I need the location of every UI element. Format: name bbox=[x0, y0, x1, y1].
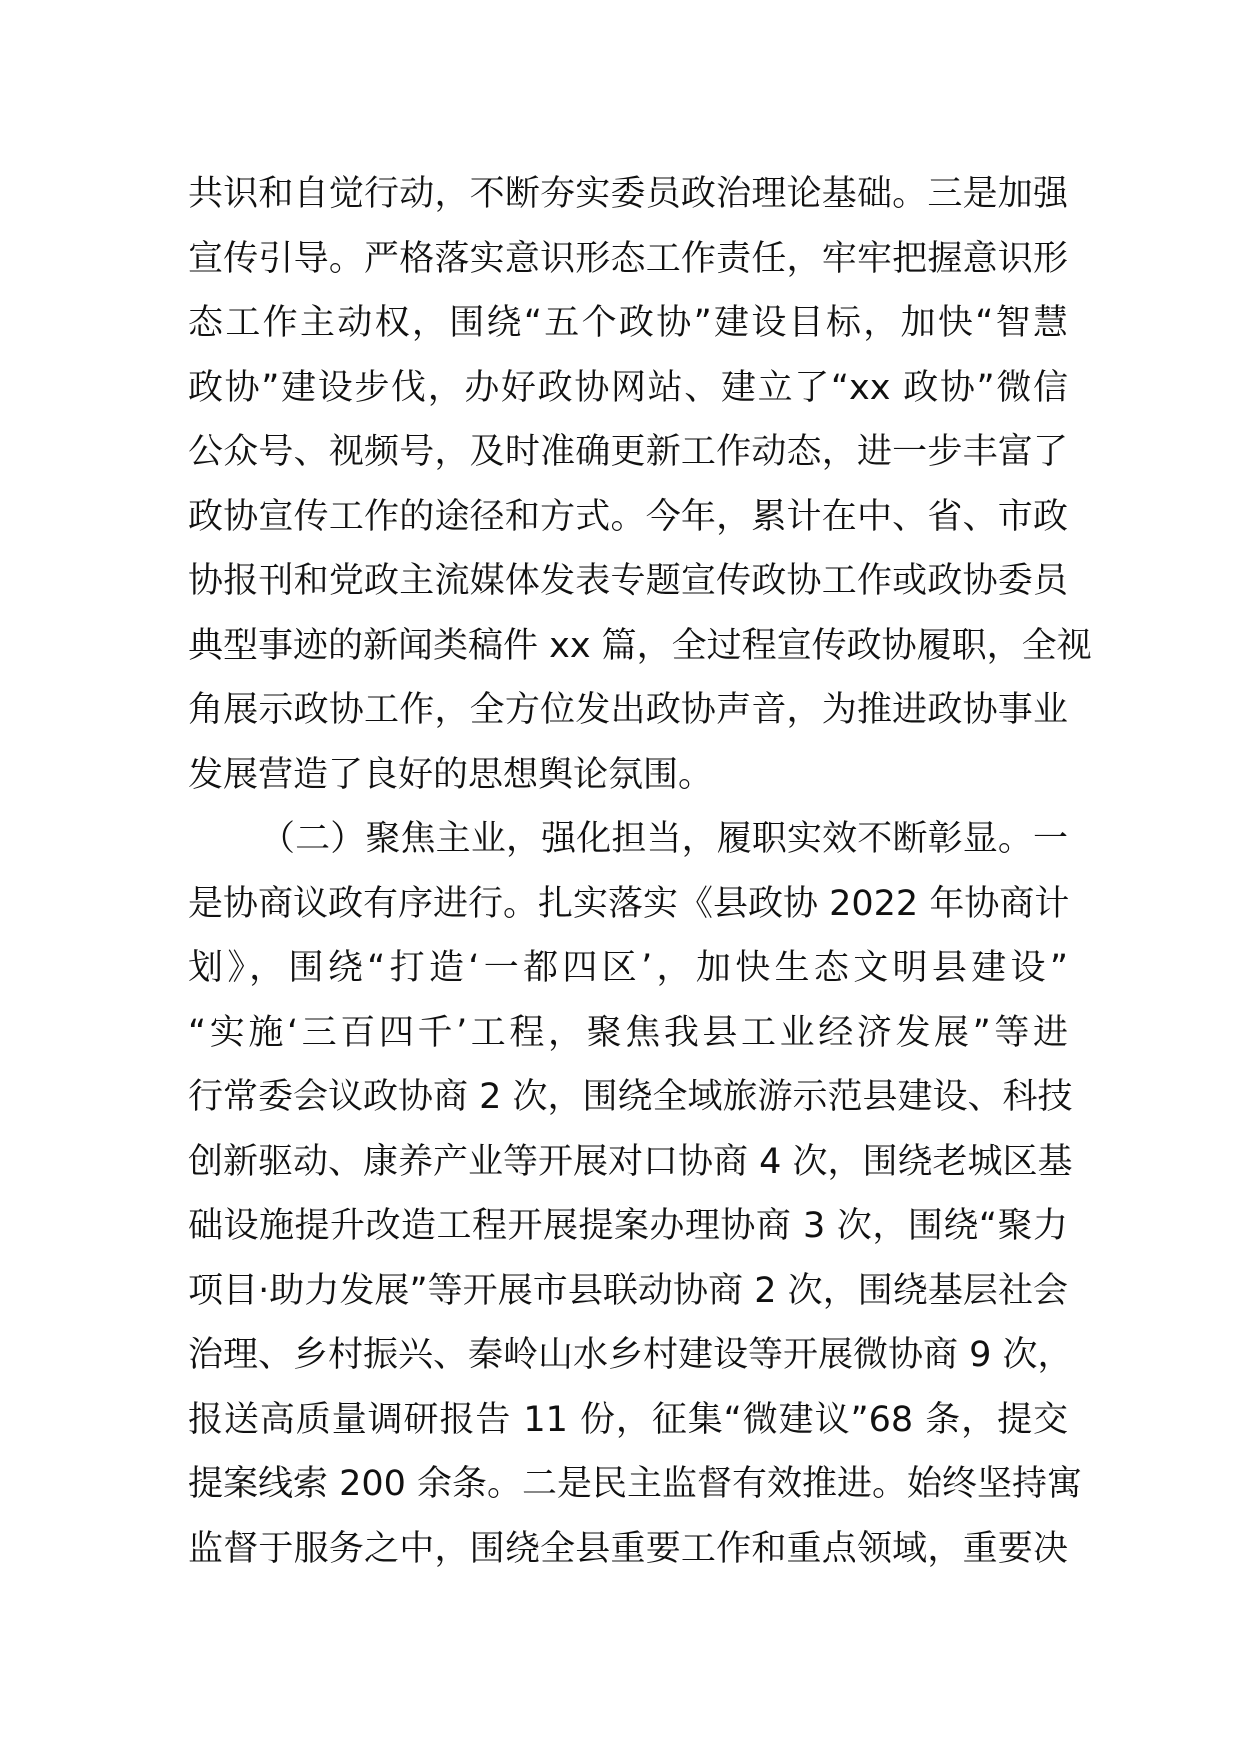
text-line: 发展营造了良好的思想舆论氛围。 bbox=[188, 754, 714, 795]
body-text bbox=[188, 162, 1092, 1581]
text-line: 态工作主动权，围绕“五个政协”建设目标，加快“智慧 bbox=[188, 303, 1068, 343]
text-line: 报送高质量调研报告 11 份，征集“微建议”68 条，提交 bbox=[188, 1399, 1068, 1440]
text-line: 础设施提升改造工程开展提案办理协商 3 次，围绕“聚力 bbox=[188, 1206, 1068, 1246]
text-line: 治理、乡村振兴、秦岭山水乡村建设等开展微协商 9 次， bbox=[188, 1335, 1073, 1375]
text-line: 创新驱动、康养产业等开展对口协商 4 次，围绕老城区基 bbox=[188, 1141, 1073, 1182]
text-line: 政协宣传工作的途径和方式。今年，累计在中、省、市政 bbox=[188, 496, 1068, 537]
text-line: 宣传引导。严格落实意识形态工作责任，牢牢把握意识形 bbox=[188, 238, 1068, 279]
text-line: 划》，围绕“打造‘一都四区’，加快生态文明县建设” bbox=[188, 948, 1068, 988]
text-line: 监督于服务之中，围绕全县重要工作和重点领域，重要决 bbox=[188, 1528, 1068, 1569]
text-line: 提案线索 200 余条。二是民主监督有效推进。始终坚持寓 bbox=[188, 1464, 1083, 1504]
text-line: 典型事迹的新闻类稿件 xx 篇，全过程宣传政协履职，全视 bbox=[188, 625, 1092, 666]
section-heading-line: （二）聚焦主业，强化担当，履职实效不断彰显。一 bbox=[260, 819, 1068, 859]
text-line: 共识和自觉行动，不断夯实委员政治理论基础。三是加强 bbox=[188, 174, 1068, 214]
text-line: 是协商议政有序进行。扎实落实《县政协 2022 年协商计 bbox=[188, 883, 1070, 924]
text-line: 政协”建设步伐，办好政协网站、建立了“xx 政协”微信 bbox=[188, 367, 1068, 408]
text-line: 角展示政协工作，全方位发出政协声音，为推进政协事业 bbox=[188, 690, 1068, 730]
text-line: 协报刊和党政主流媒体发表专题宣传政协工作或政协委员 bbox=[188, 561, 1068, 601]
text-line: “实施‘三百四千’工程，聚焦我县工业经济发展”等进 bbox=[188, 1012, 1068, 1053]
text-line: 公众号、视频号，及时准确更新工作动态，进一步丰富了 bbox=[188, 432, 1068, 472]
text-line: 行常委会议政协商 2 次，围绕全域旅游示范县建设、科技 bbox=[188, 1077, 1073, 1117]
text-line: 项目·助力发展”等开展市县联动协商 2 次，围绕基层社会 bbox=[188, 1270, 1068, 1311]
